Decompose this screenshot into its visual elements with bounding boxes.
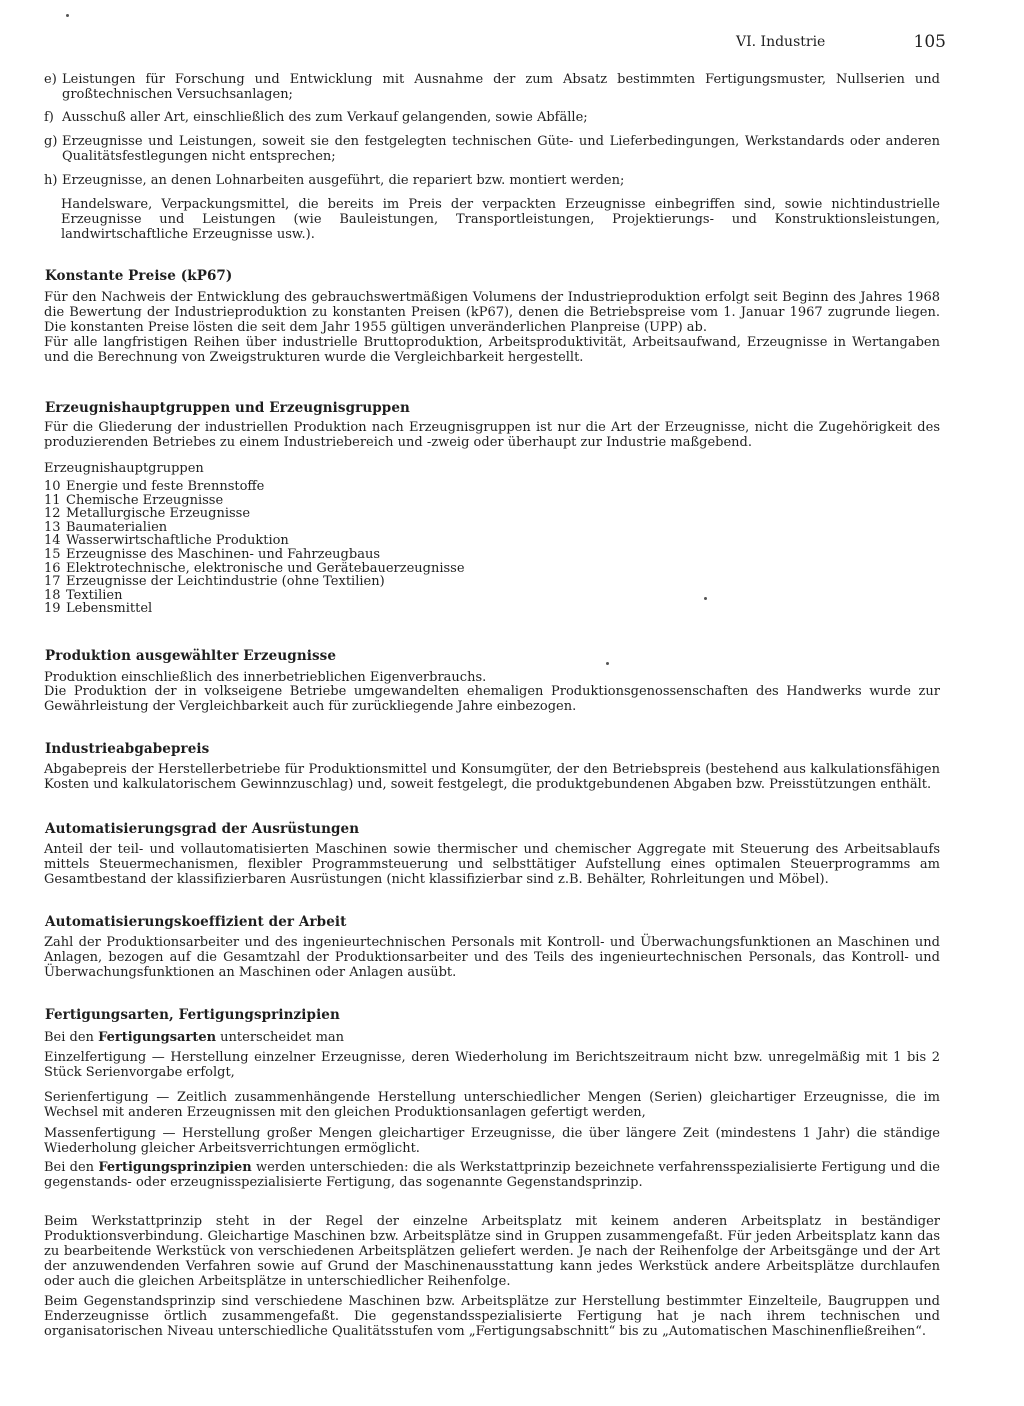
section-heading-automatisierungsgrad: Automatisierungsgrad der Ausrüstungen <box>45 821 360 837</box>
paragraph: Abgabepreis der Herstellerbetriebe für Produktionsmittel und Konsumgüter, der den Betriebspreis (bestehend aus kalkulationsfähigen Kosten und kalkulatorischem Gewinnzuschlag) und, soweit festgelegt, die produktgebundenen Abgaben bzw. Preisstützungen enthält. <box>44 762 940 792</box>
section-heading-erzeugnisgruppen: Erzeugnishauptgruppen und Erzeugnisgruppen <box>45 400 410 416</box>
group-name: Lebensmittel <box>66 601 153 617</box>
item-text: Ausschuß aller Art, einschließlich des zum Verkauf gelangenden, sowie Abfälle; <box>62 110 588 125</box>
list-item <box>44 602 465 616</box>
group-code: 19 <box>44 601 61 617</box>
paragraph: Anteil der teil- und vollautomatisierten Maschinen sowie thermischer und chemischer Aggregate mit Steuerung des Arbeitsablaufs mittels Steuermechanismen, flexibler Programmsteuerung und selbsttätiger Aufstellung eines optimalen Steuerprogramms am Gesamtbestand der klassifizierbaren Ausrüstungen (nicht klassifizierbar sind z.B. Behälter, Rohrleitungen und Möbel). <box>44 842 940 887</box>
item-text: Erzeugnisse und Leistungen, soweit sie den festgelegten technischen Güte- und Lieferbedingungen, Werkstandards oder anderen Qualitätsfestlegungen nicht entsprechen; <box>62 134 940 164</box>
group-code: 14 <box>44 533 61 549</box>
paragraph: Für die Gliederung der industriellen Produktion nach Erzeugnisgruppen ist nur die Art der Erzeugnisse, nicht die Zugehörigkeit des produzierenden Betriebes zu einem Industriebereich und -zweig oder überhaupt zur Industrie maßgebend. <box>44 420 940 450</box>
section-heading-industrieabgabepreis: Industrieabgabepreis <box>45 741 210 757</box>
group-name: Elektrotechnische, elektronische und Gerätebauerzeugnisse <box>66 560 465 576</box>
list-item <box>44 548 465 562</box>
group-name: Wasserwirtschaftliche Produktion <box>66 533 289 549</box>
running-head-section: VI. Industrie <box>736 34 826 50</box>
group-name: Erzeugnisse der Leichtindustrie (ohne Textilien) <box>66 574 385 590</box>
paragraph: Für alle langfristigen Reihen über industrielle Bruttoproduktion, Arbeitsproduktivität, Arbeitsaufwand, Erzeugnisse in Wertangaben und die Berechnung von Zweigstrukturen wurde die Vergleichbarkeit hergestellt. <box>44 335 940 365</box>
text-run: unterscheidet man <box>216 1030 345 1045</box>
list-item <box>44 589 465 603</box>
scan-speck <box>704 597 707 600</box>
group-name: Chemische Erzeugnisse <box>66 492 224 508</box>
group-code: 13 <box>44 519 61 535</box>
section-heading-produktion: Produktion ausgewählter Erzeugnisse <box>45 648 337 664</box>
item-label: e) <box>44 72 57 87</box>
scan-speck <box>606 662 609 665</box>
section-heading-automatisierungskoeffizient: Automatisierungskoeffizient der Arbeit <box>45 914 347 930</box>
paragraph: Produktion einschließlich des innerbetrieblichen Eigenverbrauchs. <box>44 670 487 685</box>
group-code: 18 <box>44 587 61 603</box>
group-name: Energie und feste Brennstoffe <box>66 479 265 494</box>
group-name: Baumaterialien <box>66 519 168 535</box>
bold-term: Fertigungsarten <box>98 1030 217 1045</box>
group-name: Metallurgische Erzeugnisse <box>66 506 251 522</box>
section-heading-fertigungsarten: Fertigungsarten, Fertigungsprinzipien <box>45 1007 340 1023</box>
item-label: h) <box>44 173 58 188</box>
paragraph: Für den Nachweis der Entwicklung des gebrauchswertmäßigen Volumens der Industrieproduktion erfolgt seit Beginn des Jahres 1968 die Bewertung der Industrieproduktion zu konstanten Preisen (kP67), denen die Betriebspreise vom 1. Januar 1967 zugrunde liegen. Die konstanten Preise lösten die seit dem Jahr 1955 gültigen unveränderlichen Planpreise (UPP) ab. <box>44 290 940 335</box>
list-title: Erzeugnishauptgruppen <box>44 461 204 476</box>
group-code: 12 <box>44 506 61 522</box>
section-heading-konstante-preise: Konstante Preise (kP67) <box>45 268 233 284</box>
paragraph: Die Produktion der in volkseigene Betriebe umgewandelten ehemaligen Produktionsgenossenschaften des Handwerks wurde zur Gewährleistung der Vergleichbarkeit auch für zurückliegende Jahre einbezogen. <box>44 684 940 714</box>
list-item <box>44 494 465 508</box>
paragraph: Einzelfertigung — Herstellung einzelner Erzeugnisse, deren Wiederholung im Berichtszeitraum nicht bzw. unregelmäßig mit 1 bis 2 Stück Serienvorgabe erfolgt, <box>44 1050 940 1080</box>
text-run: werden unterschieden: die als Werkstattprinzip bezeichnete verfahrensspezialisierte Fertigung und die gegenstands- oder erzeugnisspezialisierte Fertigung, das sogenannte Gegenstandsprinzip. <box>44 1160 940 1190</box>
group-code: 16 <box>44 560 61 576</box>
group-name: Erzeugnisse des Maschinen- und Fahrzeugbaus <box>66 546 380 562</box>
intro-note: Handelsware, Verpackungsmittel, die bereits im Preis der verpackten Erzeugnisse einbegriffen sind, sowie nichtindustrielle Erzeugnisse und Leistungen (wie Bauleistungen, Transportleistungen, Projektierungs- und Konstruktionsleistungen, landwirtschaftliche Erzeugnisse usw.). <box>61 197 940 242</box>
paragraph <box>44 1030 344 1045</box>
scan-speck <box>66 14 69 17</box>
page-number: 105 <box>913 32 946 52</box>
item-label: f) <box>44 110 54 125</box>
list-item <box>44 173 940 188</box>
list-item <box>44 110 940 125</box>
list-item <box>44 575 465 589</box>
item-label: g) <box>44 134 58 149</box>
text-run: Bei den <box>44 1030 99 1045</box>
list-item <box>44 507 465 521</box>
paragraph: Serienfertigung — Zeitlich zusammenhängende Herstellung unterschiedlicher Mengen (Serien) gleichartiger Erzeugnisse, die im Wechsel mit anderen Erzeugnissen mit den gleichen Produktionsanlagen gefertigt werden, <box>44 1090 940 1120</box>
group-code: 10 <box>44 479 61 494</box>
list-item <box>44 480 465 494</box>
paragraph: Zahl der Produktionsarbeiter und des ingenieurtechnischen Personals mit Kontroll- und Überwachungsfunktionen an Maschinen und Anlagen, bezogen auf die Gesamtzahl der Produktionsarbeiter und des Teils des ingenieurtechnischen Personals, das Kontroll- und Überwachungsfunktionen an Maschinen oder Anlagen ausübt. <box>44 935 940 980</box>
paragraph: Massenfertigung — Herstellung großer Mengen gleichartiger Erzeugnisse, die über längere Zeit (mindestens 1 Jahr) die ständige Wiederholung gleicher Arbeitsverrichtungen ermöglicht. <box>44 1126 940 1156</box>
item-text: Erzeugnisse, an denen Lohnarbeiten ausgeführt, die repariert bzw. montiert werden; <box>62 173 625 188</box>
group-name: Textilien <box>66 587 123 603</box>
list-item <box>44 534 465 548</box>
text-run: Bei den <box>44 1160 99 1175</box>
group-code: 15 <box>44 546 61 562</box>
bold-term: Fertigungsprinzipien <box>98 1160 252 1175</box>
group-code: 17 <box>44 574 61 590</box>
group-code: 11 <box>44 492 61 508</box>
page-header <box>736 34 946 54</box>
erzeugnishauptgruppen-list <box>44 480 465 616</box>
item-text: Leistungen für Forschung und Entwicklung mit Ausnahme der zum Absatz bestimmten Fertigungsmuster, Nullserien und großtechnischen Versuchsanlagen; <box>62 72 940 102</box>
paragraph <box>44 1160 940 1190</box>
list-item <box>44 562 465 576</box>
list-item <box>44 72 940 102</box>
paragraph: Beim Werkstattprinzip steht in der Regel der einzelne Arbeitsplatz mit keinem anderen Arbeitsplatz in beständiger Produktionsverbindung. Gleichartige Maschinen bzw. Arbeitsplätze sind in Gruppen zusammengefaßt. Für jeden Arbeitsplatz kann das zu bearbeitende Werkstück von verschiedenen Arbeitsplätzen geliefert werden. Je nach der Reihenfolge der Arbeitsgänge und der Art der anzuwendenden Verfahren sowie auf Grund der Maschinenausstattung kann jedes Werkstück andere Arbeitsplätze durchlaufen oder auch die gleichen Arbeitsplätze in unterschiedlicher Reihenfolge. <box>44 1214 940 1289</box>
paragraph: Beim Gegenstandsprinzip sind verschiedene Maschinen bzw. Arbeitsplätze zur Herstellung bestimmter Einzelteile, Baugruppen und Enderzeugnisse örtlich zusammengefaßt. Die gegenstandsspezialisierte Fertigung hat je nach ihrem technischen und organisatorischen Niveau unterschiedliche Qualitätsstufen vom „Fertigungsabschnitt“ bis zu „Automatischen Maschinenfließreihen“. <box>44 1294 940 1339</box>
list-item <box>44 521 465 535</box>
list-item <box>44 134 940 164</box>
